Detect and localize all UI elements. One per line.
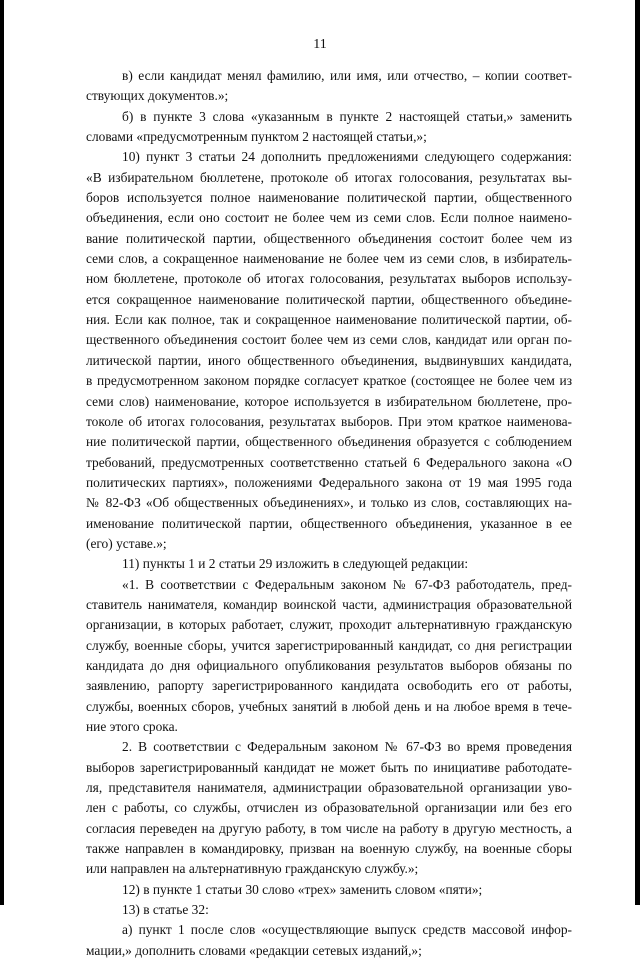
text-line: согласия переведен на другую работу, в том числе на работу в другую местность, а [86, 820, 572, 836]
text-line: требований, предусмотренных соответственно статьей 6 Федерального закона «О [86, 454, 572, 470]
text-line: организации, в которых работает, служит, проходит альтернативную гражданскую [86, 617, 572, 633]
page-number: 11 [313, 37, 327, 52]
text-line: литической партии, иного общественного объединения, выдвинувших кандидата, [86, 352, 572, 368]
text-line: службы, военных сборов, учебных занятий в любой день и на любое время в тече- [86, 698, 572, 714]
text-line: «1. В соответствии с Федеральным законом № 67-ФЗ работодатель, пред- [122, 576, 572, 592]
text-line: в предусмотренном законом порядке согласует краткое (состоящее не более чем из [86, 373, 572, 389]
text-line: щественного объединения состоит более чем из семи слов, кандидат или орган по- [86, 332, 572, 348]
text-line: «В избирательном бюллетене, протоколе об итогах голосования, результатах вы- [86, 169, 572, 185]
text-line: семи слов, а сокращенное наименование не более чем из семи слов, в избиратель- [86, 251, 572, 267]
scan-border-left [0, 0, 4, 905]
text-line: № 82-ФЗ «Об общественных объединениях», и только из слов, составляющих на- [86, 495, 572, 511]
text-line: ние политической партии, общественного объединения образуется с соблюдением [86, 434, 572, 450]
text-line: также направлен в командировку, призван на военную службу, на военные сборы [86, 841, 572, 857]
text-line: (его) уставе.»; [86, 535, 167, 551]
text-line: ля, представителя нанимателя, администрации образовательной организации уво- [86, 780, 572, 796]
text-line: а) пункт 1 после слов «осуществляющие выпуск средств массовой инфор- [122, 922, 572, 938]
text-line: кандидата до дня официального опубликования результатов выборов обязаны по [86, 657, 572, 673]
text-line: токоле об итогах голосования, результатах выборов. При этом краткое наименова- [86, 413, 572, 429]
text-line: именование политической партии, общественного объединения, указанное в ее [86, 515, 572, 531]
text-line: ном бюллетене, протоколе об итогах голосования, результатах выборов использу- [86, 271, 572, 287]
text-line: политических партиях», положениями Федерального закона от 19 мая 1995 года [86, 474, 572, 490]
text-line: ствующих документов.»; [86, 88, 229, 104]
text-line: объединения, если оно состоит не более чем из семи слов. Если полное наимено- [86, 210, 572, 226]
text-line: б) в пункте 3 слова «указанным в пункте 2 настоящей статьи,» заменить [122, 108, 572, 124]
text-line: 13) в статье 32: [122, 902, 209, 918]
text-line: или направлен на альтернативную гражданскую службу.»; [86, 861, 419, 877]
text-line: боров используется полное наименование политической партии, общественного [86, 190, 572, 206]
text-line: ния. Если как полное, так и сокращенное наименование политической партии, об- [86, 312, 572, 328]
text-line: ется сокращенное наименование политической партии, общественного объедине- [86, 291, 572, 307]
text-line: ставитель нанимателя, командир воинской части, администрация образовательной [86, 596, 572, 612]
text-line: вание политической партии, общественного объединения состоит более чем из [86, 230, 572, 246]
text-line: заявлению, рапорту зарегистрированного кандидата освободить его от работы, [86, 678, 572, 694]
text-line: 10) пункт 3 статьи 24 дополнить предложениями следующего содержания: [122, 149, 572, 165]
text-line: 2. В соответствии с Федеральным законом № 67-ФЗ во время проведения [122, 739, 572, 755]
text-line: 11) пункты 1 и 2 статьи 29 изложить в следующей редакции: [122, 556, 469, 572]
text-line: лен с работы, со службы, отчислен из образовательной организации или без его [86, 800, 572, 816]
text-line: выборов зарегистрированный кандидат не может быть по инициативе работодате- [86, 759, 572, 775]
text-line: 12) в пункте 1 статьи 30 слово «трех» заменить словом «пяти»; [122, 881, 483, 897]
text-line: службу, военные сборы, учится зарегистрированный кандидат, со дня регистрации [86, 637, 572, 653]
text-line: семи слов) наименование, которое используется в избирательном бюллетене, про- [86, 393, 572, 409]
text-line: ние этого срока. [86, 719, 178, 734]
text-line: словами «предусмотренным пунктом 2 настоящей статьи,»; [86, 129, 427, 145]
text-line: мации,» дополнить словами «редакции сетевых изданий,»; [86, 942, 422, 958]
text-line: в) если кандидат менял фамилию, или имя, или отчество, – копии соответ- [122, 68, 572, 83]
document-body [86, 66, 572, 961]
scan-border-right [635, 0, 640, 905]
